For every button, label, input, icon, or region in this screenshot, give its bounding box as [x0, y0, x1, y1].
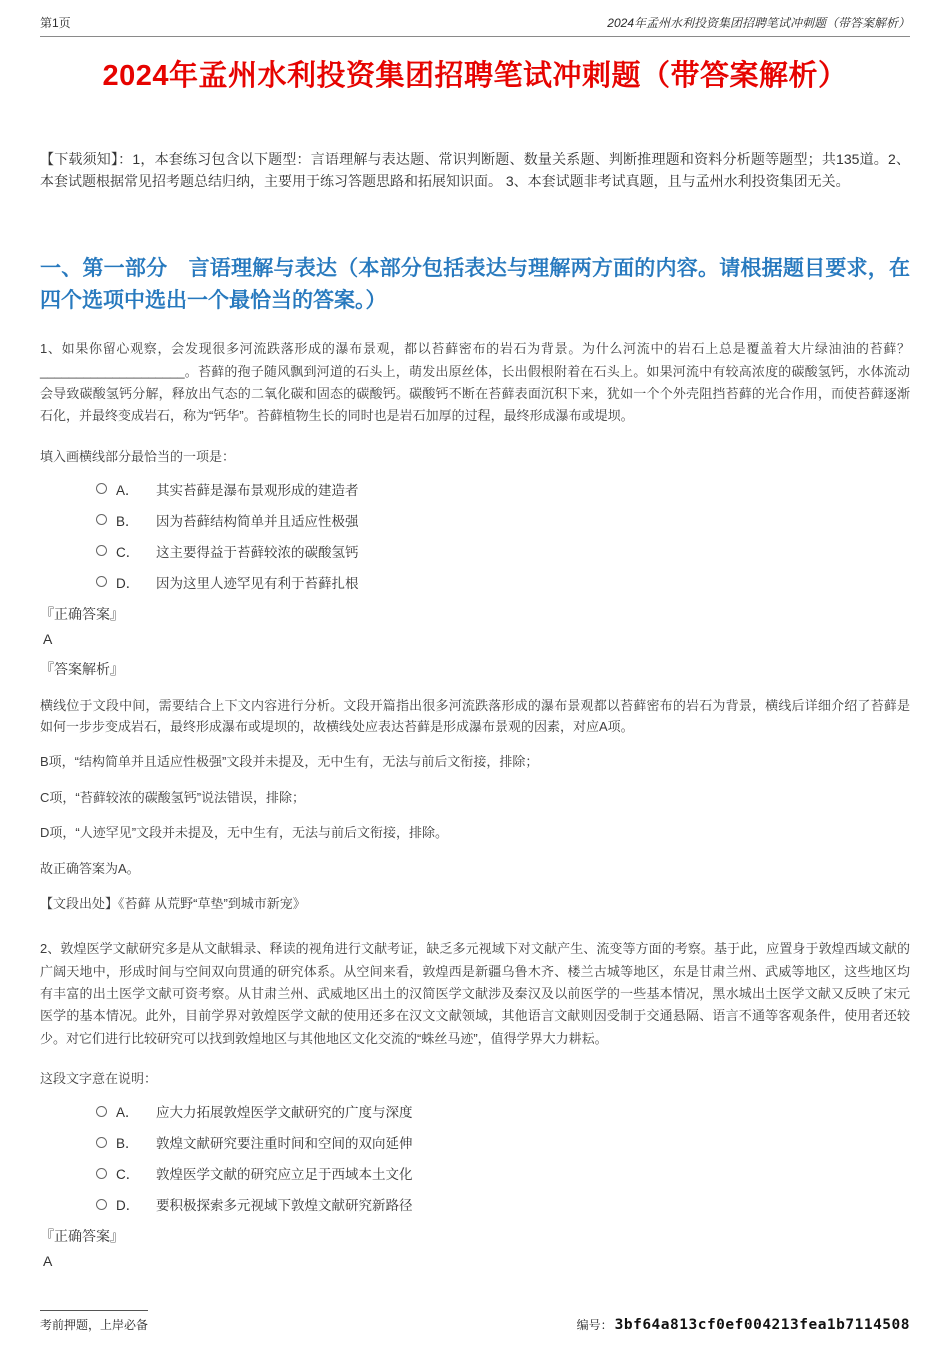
correct-answer-label: 『正确答案』: [40, 605, 124, 622]
page-number: 第1页: [40, 16, 71, 30]
serial-code: 3bf64a813cf0ef004213fea1b7114508: [614, 1316, 910, 1333]
radio-button-icon[interactable]: [96, 483, 107, 494]
analysis-paragraph: 故正确答案为A。: [40, 860, 140, 876]
radio-button-icon[interactable]: [96, 545, 107, 556]
option-text: 敦煌医学文献的研究应立足于西域本土文化: [156, 1167, 413, 1182]
analysis-paragraph: B项，“结构简单并且适应性极强”文段并未提及，无中生有，无法与前后文衔接，排除；: [40, 754, 539, 770]
radio-button-icon[interactable]: [96, 514, 107, 525]
footer-slogan: 考前押题，上岸必备: [40, 1310, 148, 1333]
option-letter: C．: [116, 544, 140, 560]
option-letter: B．: [116, 1136, 139, 1151]
question-2-option-a[interactable]: [96, 1101, 910, 1121]
option-text: 要积极探索多元视域下敦煌文献研究新路径: [156, 1198, 413, 1213]
correct-answer-value: A: [43, 1253, 53, 1269]
radio-button-icon[interactable]: [96, 1168, 107, 1179]
page-footer: [40, 1310, 910, 1333]
question-2: [40, 938, 910, 1269]
analysis-label: 『答案解析』: [40, 660, 124, 677]
option-letter: D．: [116, 1198, 140, 1213]
correct-answer-value: A: [43, 630, 53, 647]
option-text: 因为这里人迹罕见有利于苔藓扎根: [156, 575, 359, 591]
option-text: 其实苔藓是瀑布景观形成的建造者: [156, 482, 359, 498]
question-1-option-a[interactable]: [96, 479, 910, 499]
question-1-option-b[interactable]: [96, 510, 910, 530]
page-header: [40, 14, 910, 37]
option-letter: A．: [116, 482, 139, 498]
question-1: [40, 338, 910, 912]
question-2-options: [96, 1101, 910, 1214]
option-letter: C．: [116, 1167, 140, 1182]
analysis-paragraph: D项，“人迹罕见”文段并未提及，无中生有，无法与前后文衔接，排除。: [40, 825, 449, 841]
analysis-paragraph: 横线位于文段中间，需要结合上下文内容进行分析。文段开篇指出很多河流跌落形成的瀑布景观都以苔藓密布的岩石为背景，横线后详细介绍了苔藓是如何一步步变成岩石，最终形成瀑布或堤坝的，故横线处应表达苔藓是形成瀑布景观的因素，对应A项。: [40, 697, 910, 735]
option-text: 应大力拓展敦煌医学文献研究的广度与深度: [156, 1105, 413, 1120]
document-title: 2024年孟州水利投资集团招聘笔试冲刺题（带答案解析）: [102, 60, 848, 92]
question-2-option-c[interactable]: [96, 1163, 910, 1183]
radio-button-icon[interactable]: [96, 576, 107, 587]
option-letter: A．: [116, 1105, 139, 1120]
question-1-source: 【文段出处】《苔藓 从荒野“草垫”到城市新宠》: [40, 896, 306, 912]
question-1-options: [96, 479, 910, 592]
option-text: 敦煌文献研究要注重时间和空间的双向延伸: [156, 1136, 413, 1151]
question-1-option-d[interactable]: [96, 572, 910, 592]
option-text: 因为苔藓结构简单并且适应性极强: [156, 513, 359, 529]
radio-button-icon[interactable]: [96, 1137, 107, 1148]
option-letter: B．: [116, 513, 139, 529]
question-1-option-c[interactable]: [96, 541, 910, 561]
option-text: 这主要得益于苔藓较浓的碳酸氢钙: [156, 544, 359, 560]
radio-button-icon[interactable]: [96, 1199, 107, 1210]
section-heading: 一、第一部分 言语理解与表达（本部分包括表达与理解两方面的内容。请根据题目要求，在四个选项中选出一个最恰当的答案。）: [40, 257, 910, 312]
question-1-analysis: [40, 695, 910, 880]
serial-label: 编号：: [576, 1318, 613, 1332]
analysis-paragraph: C项，“苔藓较浓的碳酸氢钙”说法错误，排除；: [40, 789, 306, 805]
option-letter: D．: [116, 575, 140, 591]
question-2-prompt: 这段文字意在说明：: [40, 1071, 158, 1086]
radio-button-icon[interactable]: [96, 1106, 107, 1117]
download-notice: 【下载须知】：1，本套练习包含以下题型：言语理解与表达题、常识判断题、数量关系题、判断推理题和资料分析题等题型；共135道。2、本套试题根据常见招考题总结归纳，主要用于练习答题思路和拓展知识面。 3、本套试题非考试真题，且与孟州水利投资集团无关。: [40, 150, 910, 190]
question-1-prompt: 填入画横线部分最恰当的一项是：: [40, 448, 236, 464]
question-2-option-d[interactable]: [96, 1194, 910, 1214]
footer-serial: [577, 1316, 910, 1333]
header-doc-title: 2024年孟州水利投资集团招聘笔试冲刺题（带答案解析）: [607, 16, 910, 30]
correct-answer-label: 『正确答案』: [40, 1228, 124, 1244]
question-2-option-b[interactable]: [96, 1132, 910, 1152]
question-1-stem: 1、如果你留心观察，会发现很多河流跌落形成的瀑布景观，都以苔藓密布的岩石为背景。为什么河流中的岩石上总是覆盖着大片绿油油的苔藓？____________________。苔藓的孢子随风飘到河道的石头上，萌发出原丝体，长出假根附着在石头上。如果河流中有较高浓度的碳酸氢钙，水体流动会导致碳酸氢钙分解，释放出气态的二氧化碳和固态的碳酸钙。碳酸钙不断在苔藓表面沉积下来，犹如一个个外壳阻挡苔藓的光合作用，而使苔藓逐渐石化，并最终变成岩石，称为“钙华”。苔藓植物生长的同时也是岩石加厚的过程，最终形成瀑布或堤坝。: [40, 341, 910, 424]
question-2-stem: 2、敦煌医学文献研究多是从文献辑录、释读的视角进行文献考证，缺乏多元视域下对文献产生、流变等方面的考察。基于此，应置身于敦煌西域文献的广阔天地中，形成时间与空间双向贯通的研究体系。从空间来看，敦煌西是新疆乌鲁木齐、楼兰古城等地区，东是甘肃兰州、武威等地区，这些地区均有丰富的出土医学文献可资考察。从甘肃兰州、武威地区出土的汉简医学文献涉及秦汉及以前医学的一些基本情况，黑水城出土医学文献又反映了宋元医学的基本情况。此外，目前学界对敦煌医学文献的使用还多在汉文文献领域，其他语言文献则因受制于交通悬隔、语言不通等客观条件，使用者还较少。对它们进行比较研究可以找到敦煌地区与其他地区文化交流的“蛛丝马迹”，值得学界大力耕耘。: [40, 941, 910, 1046]
